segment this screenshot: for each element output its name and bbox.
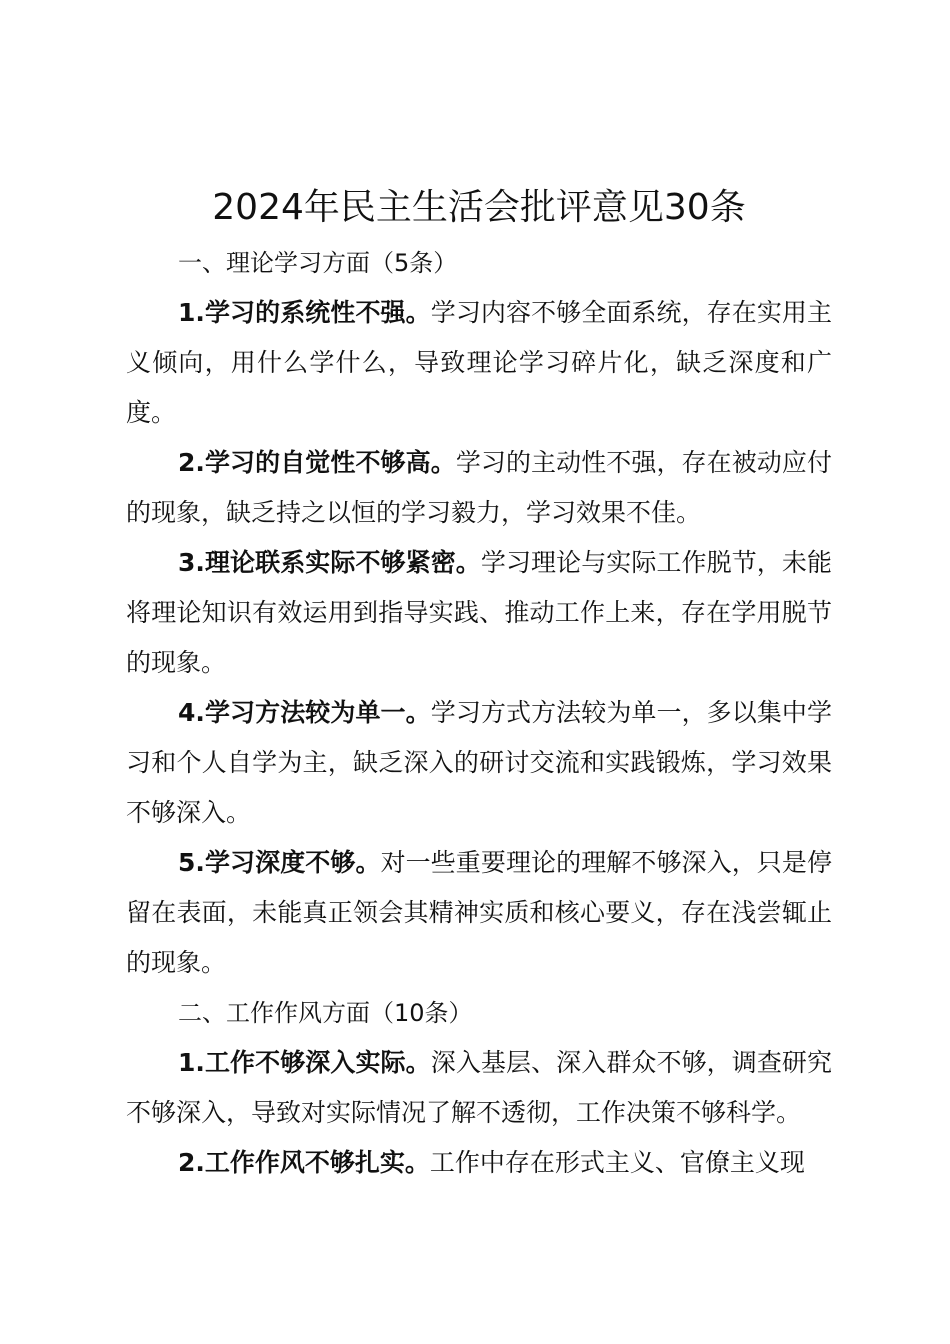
section-heading: 一、理论学习方面（5条）	[178, 249, 458, 277]
list-item	[126, 1038, 832, 1138]
list-item	[126, 1138, 832, 1188]
document-title: 2024年民主生活会批评意见30条	[212, 187, 746, 228]
section-heading: 二、工作作风方面（10条）	[178, 999, 473, 1027]
item-lead: 1.学习的系统性不强。	[178, 298, 431, 327]
item-lead: 4.学习方法较为单一。	[178, 698, 431, 727]
item-lead: 5.学习深度不够。	[178, 848, 381, 877]
list-item	[126, 288, 832, 438]
list-item	[126, 688, 832, 838]
item-lead: 1.工作不够深入实际。	[178, 1048, 431, 1077]
item-text: 学习方式方法较为单一，多以集中学习和个人自学为主，缺乏深入的研讨交流和实践锻炼，学习效果不够深入。	[126, 698, 832, 827]
section-work-style	[126, 988, 832, 1188]
list-item	[126, 838, 832, 988]
item-lead: 3.理论联系实际不够紧密。	[178, 548, 481, 577]
item-text: 学习的主动性不强，存在被动应付的现象，缺乏持之以恒的学习毅力，学习效果不佳。	[126, 448, 832, 527]
list-item	[126, 438, 832, 538]
item-lead: 2.学习的自觉性不够高。	[178, 448, 456, 477]
item-lead: 2.工作作风不够扎实。	[178, 1148, 430, 1177]
list-item	[126, 538, 832, 688]
item-text: 学习理论与实际工作脱节，未能将理论知识有效运用到指导实践、推动工作上来，存在学用脱节的现象。	[126, 548, 832, 677]
item-text: 深入基层、深入群众不够，调查研究不够深入，导致对实际情况了解不透彻，工作决策不够科学。	[126, 1048, 832, 1127]
section-theory	[126, 238, 832, 988]
item-text: 对一些重要理论的理解不够深入，只是停留在表面，未能真正领会其精神实质和核心要义，存在浅尝辄止的现象。	[126, 848, 832, 977]
item-text: 工作中存在形式主义、官僚主义现	[429, 1148, 805, 1177]
item-text: 学习内容不够全面系统，存在实用主义倾向，用什么学什么，导致理论学习碎片化，缺乏深度和广度。	[126, 298, 832, 427]
